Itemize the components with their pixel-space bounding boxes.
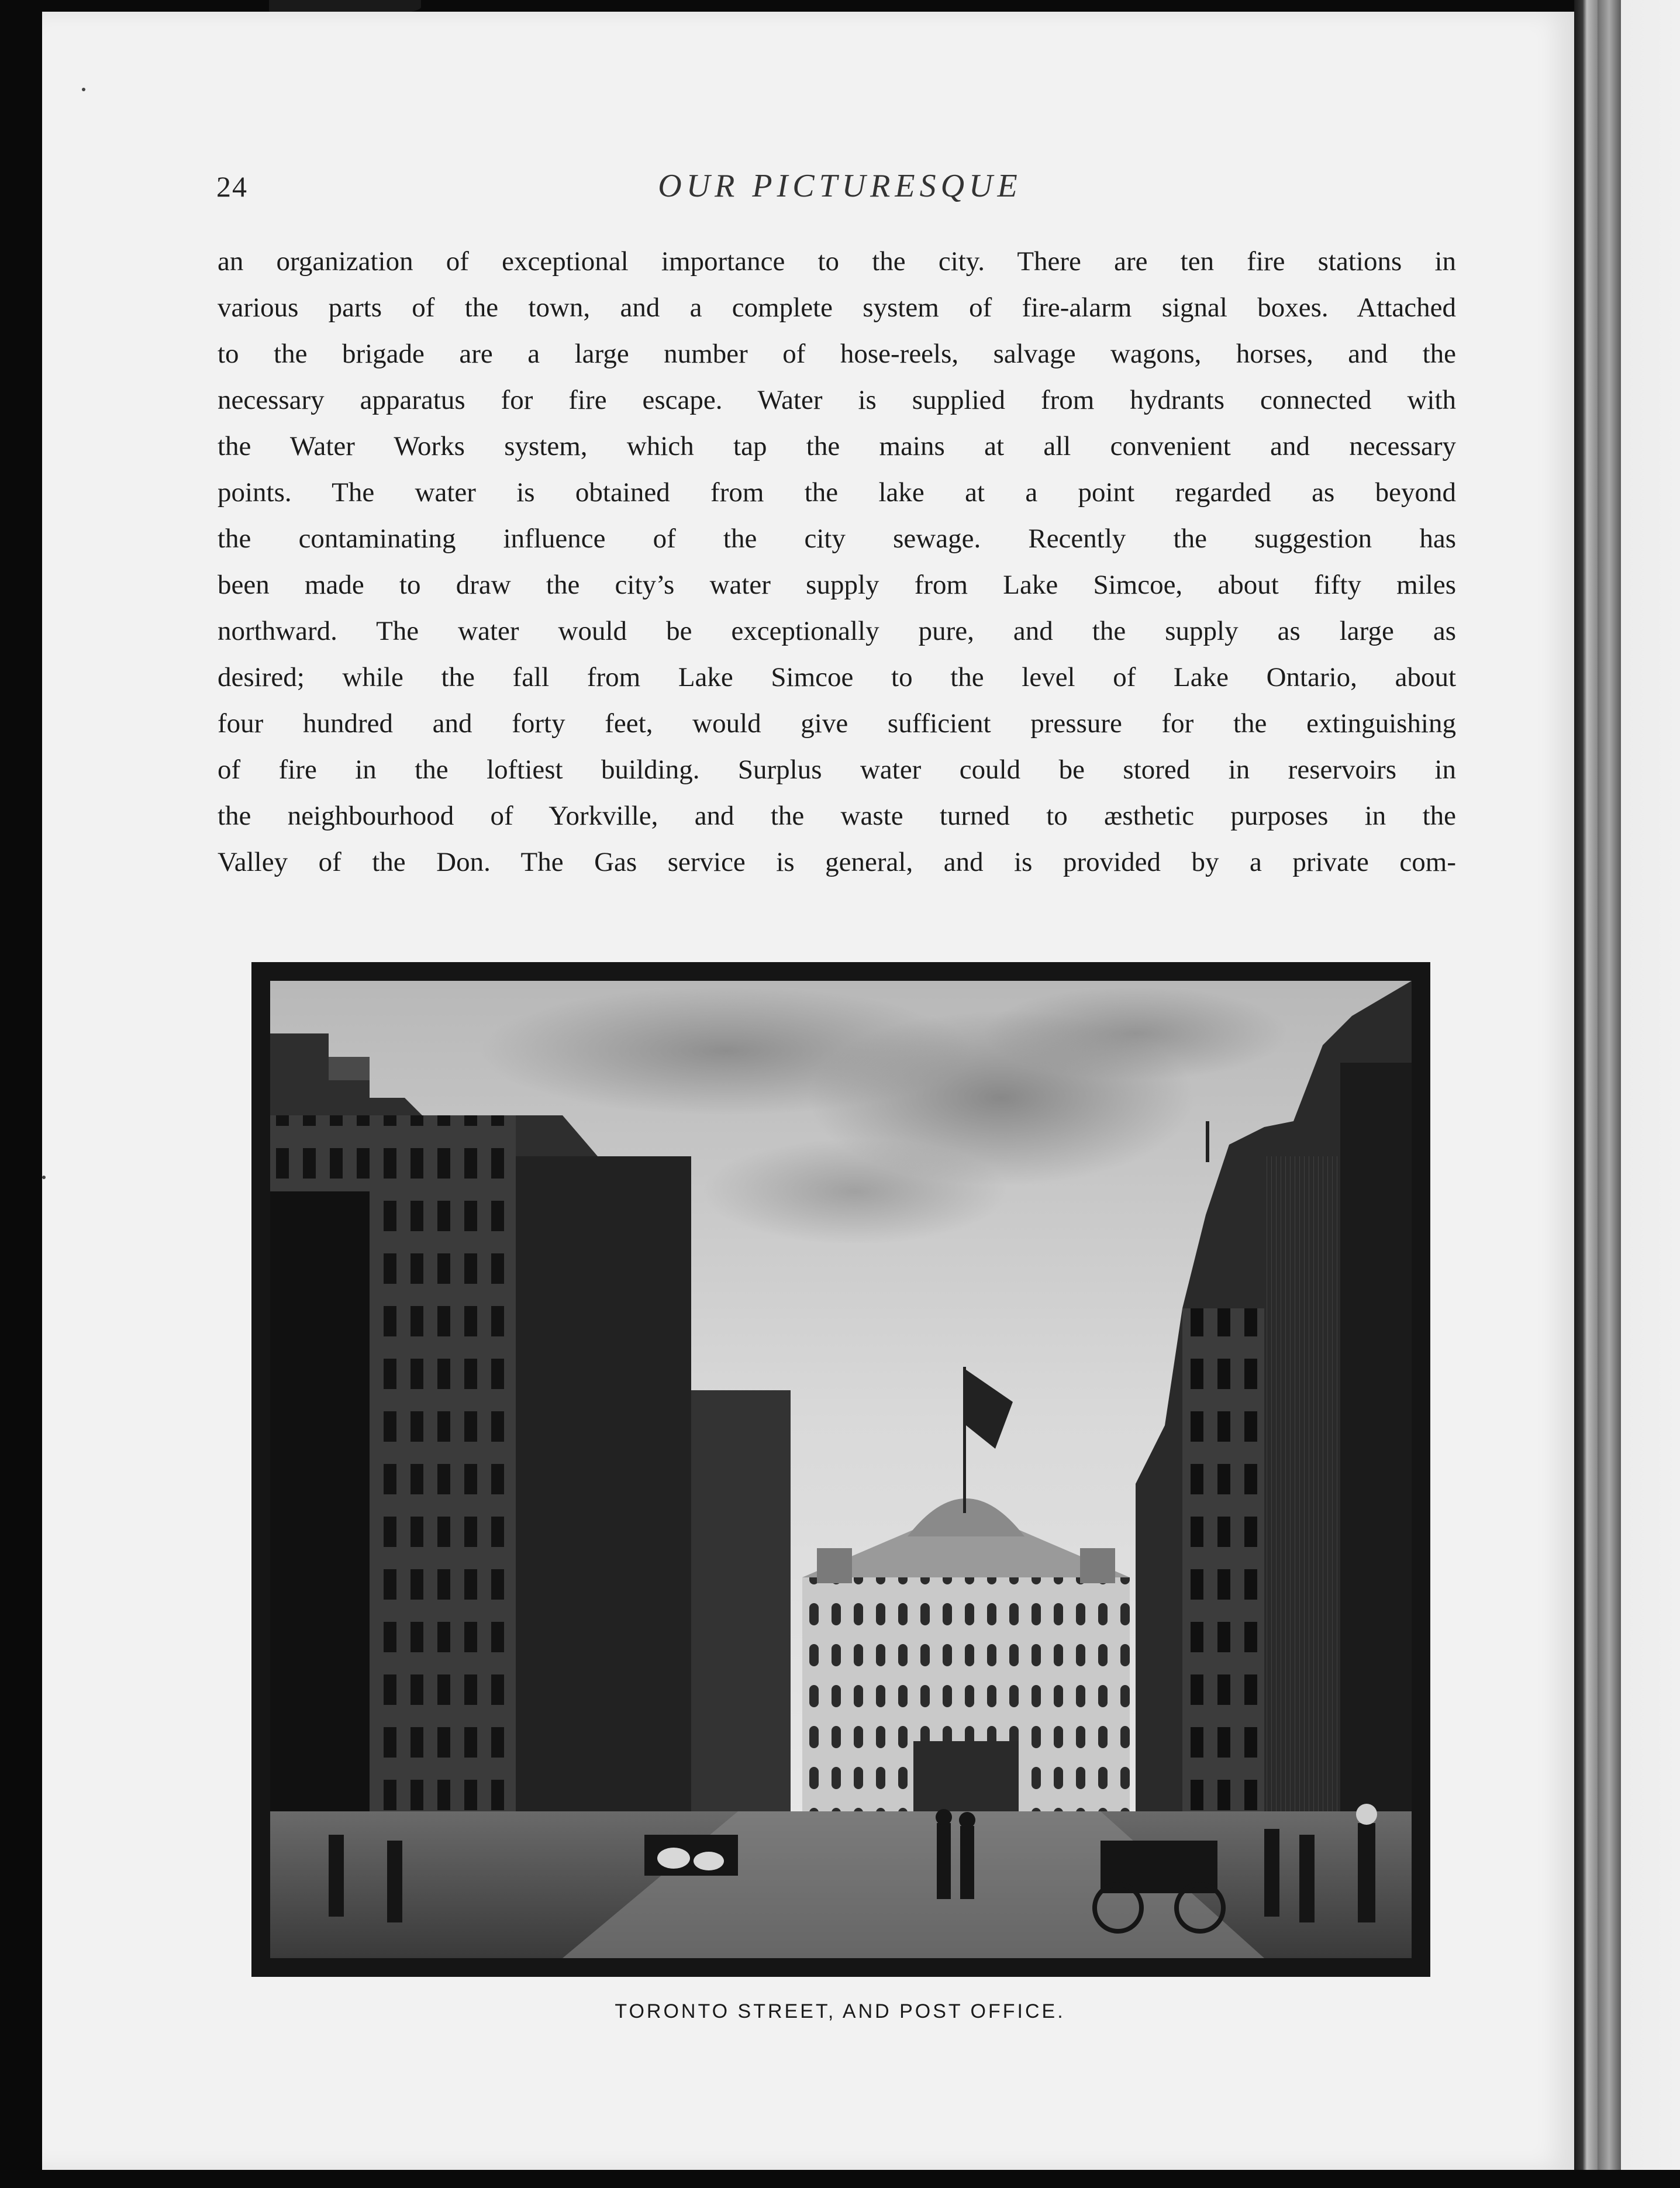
- engraving-figure: [251, 962, 1430, 1977]
- scan-speck: [82, 88, 85, 91]
- text-line: the contaminating influence of the city sewage. Recently the suggestion has: [218, 523, 1456, 554]
- engraving-image: [270, 981, 1412, 1958]
- figure-caption: TORONTO STREET, AND POST OFFICE.: [615, 2000, 1065, 2022]
- text-line: the neighbourhood of Yorkville, and the waste turned to æsthetic purposes in the: [218, 801, 1456, 831]
- text-line: the Water Works system, which tap the mains at all convenient and necessary: [218, 431, 1456, 461]
- page-number: 24: [216, 170, 248, 203]
- text-line: necessary apparatus for fire escape. Water is supplied from hydrants connected with: [218, 385, 1456, 415]
- text-line: desired; while the fall from Lake Simcoe to the level of Lake Ontario, about: [218, 662, 1456, 692]
- text-line: an organization of exceptional importance to the city. There are ten fire stations in: [218, 246, 1456, 277]
- text-line: various parts of the town, and a complete system of fire-alarm signal boxes. Attached: [218, 292, 1456, 323]
- running-head: OUR PICTURESQUE: [658, 168, 1022, 204]
- street-scene-illustration: [270, 981, 1412, 1958]
- text-line: Valley of the Don. The Gas service is general, and is provided by a private com-: [218, 847, 1456, 877]
- text-line: been made to draw the city’s water supply from Lake Simcoe, about fifty miles: [218, 570, 1456, 600]
- body-text: [218, 239, 1456, 885]
- binding-strip: [1598, 0, 1621, 2188]
- scan-speck: [42, 1176, 46, 1179]
- text-line: to the brigade are a large number of hose-reels, salvage wagons, horses, and the: [218, 339, 1456, 369]
- text-line: northward. The water would be exceptionally pure, and the supply as large as: [218, 616, 1456, 646]
- bottom-scan-edge: [0, 2170, 1680, 2188]
- text-line: four hundred and forty feet, would give sufficient pressure for the extinguishing: [218, 708, 1456, 739]
- page-edge-shadow: [1574, 0, 1680, 2188]
- text-line: of fire in the loftiest building. Surplus water could be stored in reservoirs in: [218, 754, 1456, 785]
- text-line: points. The water is obtained from the lake at a point regarded as beyond: [218, 477, 1456, 508]
